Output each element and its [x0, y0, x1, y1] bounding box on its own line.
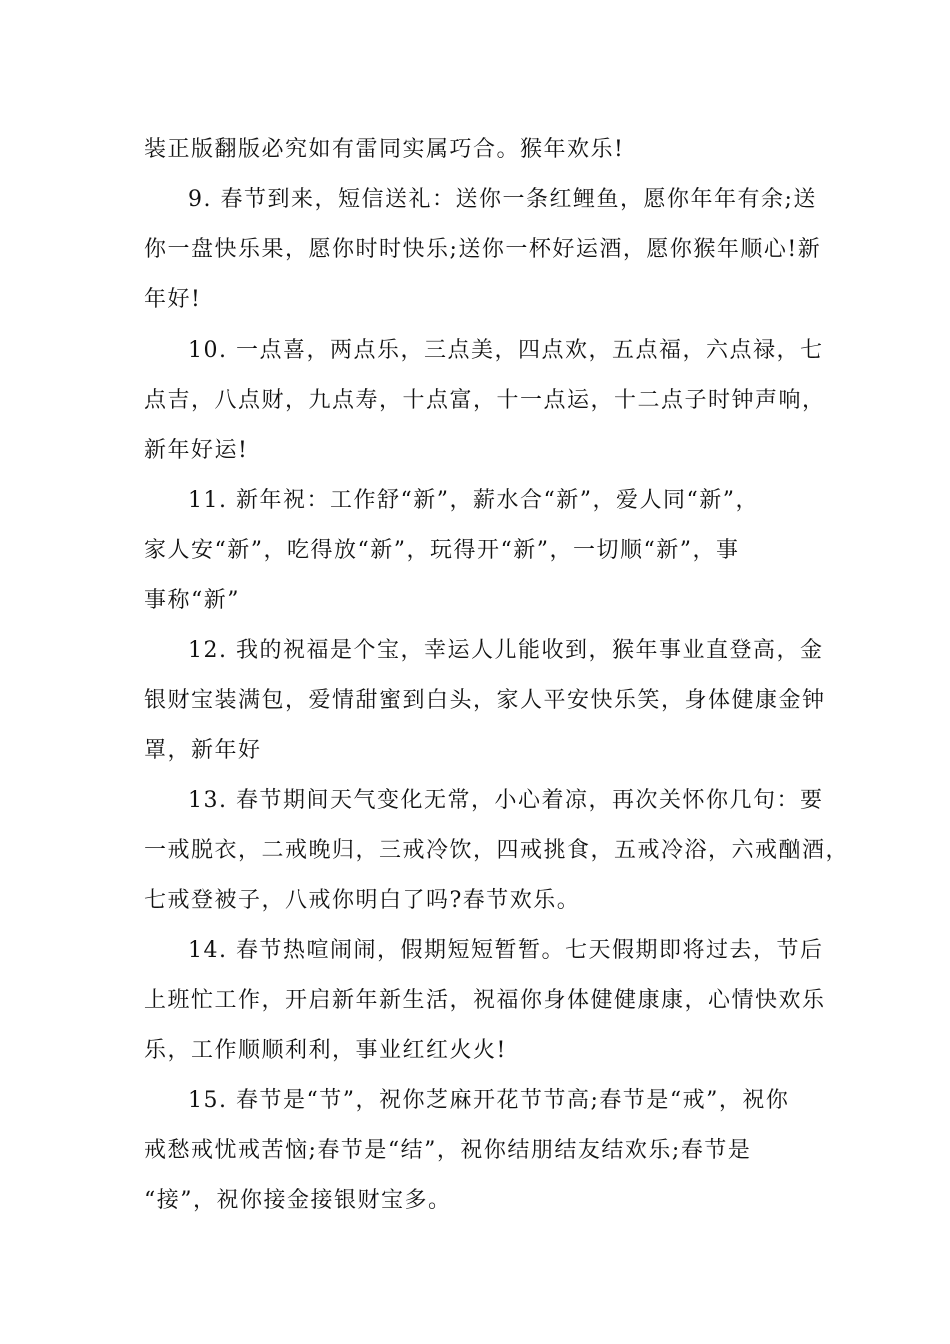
paragraph-15-line-2: 戒愁戒忧戒苦恼;春节是“结”，祝你结朋结友结欢乐;春节是 [144, 1138, 752, 1163]
paragraph-11-line-1: 11. 新年祝：工作舒“新”，薪水合“新”，爱人同“新”， [188, 488, 759, 513]
paragraph-8-line-3: 装正版翻版必究如有雷同实属巧合。猴年欢乐! [144, 137, 625, 162]
paragraph-13-line-1: 13. 春节期间天气变化无常，小心着凉，再次关怀你几句：要 [188, 788, 824, 813]
paragraph-9-line-3: 年好! [144, 287, 202, 312]
paragraph-11-line-3: 事称“新” [144, 588, 240, 613]
paragraph-12-line-1: 12. 我的祝福是个宝，幸运人儿能收到，猴年事业直登高，金 [188, 638, 824, 663]
paragraph-12-line-3: 罩，新年好 [144, 738, 262, 763]
paragraph-10-line-2: 点吉，八点财，九点寿，十点富，十一点运，十二点子时钟声响， [144, 388, 826, 413]
paragraph-13-line-3: 七戒登被子，八戒你明白了吗?春节欢乐。 [144, 888, 581, 913]
paragraph-15-line-3: “接”，祝你接金接银财宝多。 [144, 1188, 452, 1213]
paragraph-10-line-1: 10. 一点喜，两点乐，三点美，四点欢，五点福，六点禄，七 [188, 338, 824, 363]
paragraph-9-line-1: 9. 春节到来，短信送礼：送你一条红鲤鱼，愿你年年有余;送 [188, 187, 817, 212]
paragraph-10-line-3: 新年好运! [144, 438, 249, 463]
paragraph-14-line-2: 上班忙工作，开启新年新生活，祝福你身体健健康康，心情快欢乐 [144, 988, 826, 1013]
paragraph-12-line-2: 银财宝装满包，爱情甜蜜到白头，家人平安快乐笑，身体健康金钟 [144, 688, 826, 713]
paragraph-11-line-2: 家人安“新”，吃得放“新”，玩得开“新”，一切顺“新”，事 [144, 538, 740, 563]
paragraph-13-line-2: 一戒脱衣，二戒晚归，三戒冷饮，四戒挑食，五戒冷浴，六戒酗酒， [144, 838, 850, 863]
paragraph-14-line-1: 14. 春节热喧闹闹，假期短短暂暂。七天假期即将过去，节后 [188, 938, 824, 963]
paragraph-14-line-3: 乐，工作顺顺利利，事业红红火火! [144, 1038, 507, 1063]
paragraph-9-line-2: 你一盘快乐果，愿你时时快乐;送你一杯好运酒，愿你猴年顺心!新 [144, 237, 822, 262]
paragraph-15-line-1: 15. 春节是“节”，祝你芝麻开花节节高;春节是“戒”，祝你 [188, 1088, 790, 1113]
